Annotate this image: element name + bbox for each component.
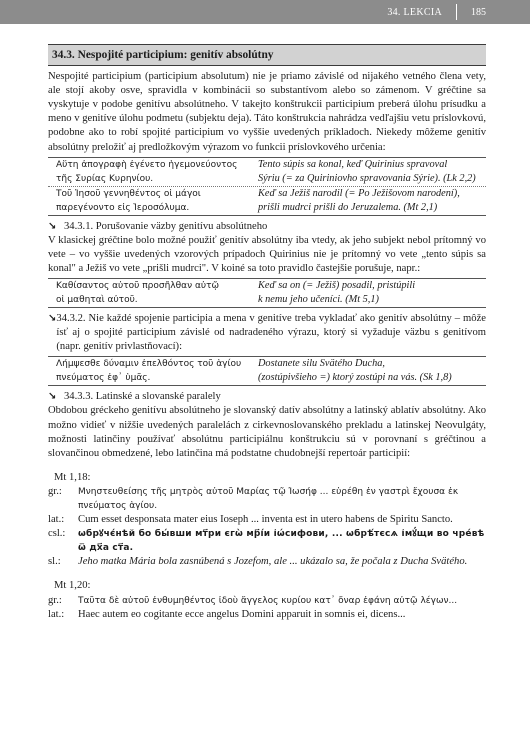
language-label: csl.: (48, 528, 66, 540)
verse-text: Ταῦτα δὲ αὐτοῦ ἐνθυμηθέντος ἰδοὺ ἄγγελος κυρίου κατ᾽ ὄναρ ἐφάνη αὐτῷ λέγων... (78, 595, 458, 606)
example-table-1 (48, 157, 486, 216)
header-divider (456, 4, 457, 20)
verse-text: ѡбрꙋчє́нѣй бо бы́вши мт҃ри єгѡ̀ мр҃і́и і҆ѡ́сифови, ... ѡбрѣ́тєсѧ і҆мꙋ́щи во чре́вѣ ѿ дх҃а ст҃а. (78, 529, 485, 554)
verse-line (48, 594, 486, 608)
page-body (48, 44, 486, 622)
subsection-heading: ↘ 34.3.3. Latinské a slovanské paralely (48, 390, 486, 404)
verse-block (48, 579, 486, 621)
language-label: lat.: (48, 608, 65, 620)
verse-line (48, 608, 486, 622)
section-title: 34.3. Nespojité participium: genitív absolútny (48, 44, 486, 66)
verse-line (48, 513, 486, 527)
verse-text: Jeho matka Mária bola zasnúbená s Jozefom, ale ... ukázalo sa, že počala z Ducha Svätého. (78, 556, 468, 568)
language-label: lat.: (48, 514, 65, 526)
verse-text: Haec autem eo cogitante ecce angelus Domini apparuit in somnis ei, dicens... (78, 608, 406, 620)
verse-text: Μνηστευθείσης τῆς μητρὸς αὐτοῦ Μαρίας τῷ Ἰωσήφ ... εὑρέθη ἐν γαστρὶ ἔχουσα ἐκ πνεύματος ἁγίου. (78, 486, 459, 511)
arrow-icon: ↘ (48, 220, 57, 232)
greek-example: Αὕτη ἀπογραφὴ ἐγένετο ἡγεμονεύοντος τῆς Συρίας Κυρηνίου. (56, 159, 238, 184)
verse-text: Cum esset desponsata mater eius Ioseph ... inventa est in utero habens de Spiritu Sancto. (78, 514, 453, 526)
page-header (0, 0, 530, 24)
verse-line (48, 555, 486, 569)
verse-reference: Mt 1,18: (54, 471, 91, 483)
verse-parallels (48, 471, 486, 622)
verse-line (48, 485, 486, 513)
subsection-heading: ↘ 34.3.2. Nie každé spojenie participia a mena v genitíve treba vykladať ako genitív absolútny – môže ísť aj o spojité participium závislé od nadradeného výrazu, ktorý si vyžaduje väzbu s genitívom (napr. genitív privlastňovací): (48, 313, 486, 353)
language-label: gr.: (48, 485, 62, 497)
verse-reference: Mt 1,20: (54, 580, 91, 592)
page-number: 185 (471, 7, 486, 18)
greek-example: Λήμψεσθε δύναμιν ἐπελθόντος τοῦ ἁγίου πνεύματος ἐφ᾽ ὑμᾶς. (56, 359, 242, 384)
example-table-3 (48, 356, 486, 386)
subsection-paragraph: V klasickej gréčtine bolo možné použiť genitív absolútny iba vtedy, ak jeho subjekt nebol prítomný vo vete – vo vyššie uvedených vzorových prípadoch Quirinius nie je prítomný vo vete „tento súpis sa konal" a Ježiš vo vete „prišli mudrci". V koiné sa toto pravidlo častejšie porušuje, napr.: (48, 234, 486, 274)
language-label: gr.: (48, 594, 62, 606)
verse-line (48, 527, 486, 555)
greek-example: Τοῦ Ἰησοῦ γεννηθέντος οἱ μάγοι παρεγένοντο εἰς Ἱεροσόλυμα. (56, 188, 201, 213)
section-intro-paragraph: Nespojité participium (participium absolutum) nie je priamo závislé od nijakého vetného člena vety, ale stojí akoby osve, spravidla v kombinácii so substantívom alebo so zámenom. V gréčtine sa vyskytuje v podobe genitívu absolútneho. V takejto konštrukcii participium preberá úlohu prísudku a meno v genitíve úlohu podmetu (subjektu deja). Táto konštrukcia nahrádza vedľajšiu vetu príslovkovú, podobne ako to robí spojité participium vo vyššie uvedených príkladoch. Niekedy môžeme genitív absolútny preložiť aj predložkovým výrazom vo funkcii príslovkového určenia: (48, 71, 486, 153)
chapter-label: 34. LEKCIA (387, 7, 442, 18)
arrow-icon: ↘ (48, 391, 57, 403)
example-table-2 (48, 278, 486, 308)
greek-example: Καθίσαντος αὐτοῦ προσῆλθαν αὐτῷ οἱ μαθηταὶ αὐτοῦ. (56, 281, 220, 306)
arrow-icon: ↘ (48, 313, 57, 325)
translation: Dostanete silu Svätého Ducha, (zostúpivšieho =) ktorý zostúpi na vás. (Sk 1,8) (258, 358, 452, 384)
subsection-paragraph: Obdobou gréckeho genitívu absolútneho je slovanský datív absolútny a latinský ablatív absolútny. Ako možno vidieť v nižšie uvedených paralelách z cirkevnoslovanského prekladu a latinskej Neovulgáty, možnosti latinčiny používať absolútnu participiálnu konštrukciu sú v porovnaní s gréčtinou a slovančinou obmedzené, lebo latinčina má podstatne chudobnejší repertoár participií: (48, 405, 486, 459)
language-label: sl.: (48, 556, 61, 568)
verse-block (48, 471, 486, 570)
subsection-heading: ↘ 34.3.1. Porušovanie väzby genitívu absolútneho (48, 220, 486, 234)
translation: Tento súpis sa konal, keď Quirinius spravoval Sýriu (= za Quiriniovho spravovania Sýrie). (Lk 2,2) (258, 158, 476, 184)
translation: Keď sa Ježiš narodil (= Po Ježišovom narodení), prišli mudrci prišli do Jeruzalema. (Mt 2,1) (258, 187, 460, 213)
translation: Keď sa on (= Ježiš) posadil, pristúpili k nemu jeho učeníci. (Mt 5,1) (258, 280, 416, 306)
